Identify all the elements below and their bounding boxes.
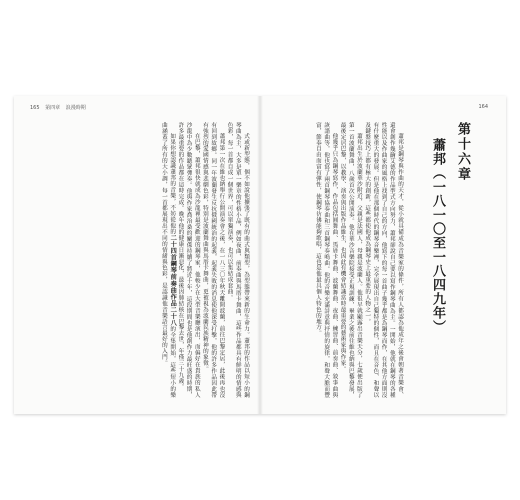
right-page-number: 164 bbox=[478, 104, 488, 110]
book-spread bbox=[14, 96, 506, 414]
highlighted-work-title: 二十四首鋼琴前奏曲作品二十八 bbox=[169, 234, 177, 327]
left-page bbox=[14, 96, 260, 414]
left-running-title-part: 浪漫時期 bbox=[65, 105, 86, 111]
chapter-number: 第十六章 bbox=[455, 122, 470, 182]
left-page-number: 165 bbox=[30, 105, 40, 111]
body-paragraph: 蕭邦出生於波蘭華沙附近，父親是法國人，母親是波蘭人。他很早就顯露出音樂天分，七歲便出版了第一首波蘭舞曲，八歲首次公開演奏。他在華沙音樂院接受正規訓練，畢業之後前往維也納與巴黎發展，最後定居巴黎，以教學、演奏與出版作品維生，也因此有機會結識當時最重要的藝術家與作家。 bbox=[339, 122, 362, 398]
left-running-title-part: 第四章 bbox=[45, 105, 61, 111]
right-body-text bbox=[268, 122, 404, 398]
chapter-heading bbox=[428, 122, 472, 382]
body-paragraph: 他幾乎只為鋼琴寫作，作品包括圓舞曲、馬厝卡舞曲、波蘭舞曲、夜曲、練習曲、前奏曲、敘事曲與詼諧曲等，他也寫了兩首鋼琴協奏曲和三首鋼琴奏鳴曲。他的音樂充滿詩意與抒情的旋律，和聲大膽而豐富，節奏自由而富有彈性，使鋼琴彷彿能夠歌唱，這也是他最具個人特色的地方。 bbox=[314, 122, 338, 398]
body-text-run: 如果你想認識蕭邦的音樂，不妨從他的 bbox=[169, 133, 176, 235]
body-paragraph: 在巴黎，蕭邦很快就成為沙龍裡最受歡迎的鋼琴家，他較少在大型音樂廳演出，而偏好在貴族的私人沙龍中為少數聽眾彈奏。他與作家喬治桑的關係持續了將近十年，這段期間也是他創作力最旺盛的時期，許多最重要的作品都在這時完成。晚年他的健康日漸惡化，最後因肺結核在巴黎去世，年僅三十九歲。 bbox=[177, 122, 200, 398]
left-body-text bbox=[26, 122, 250, 398]
body-paragraph bbox=[160, 122, 176, 398]
body-paragraph: 蕭邦第一次在維也納舉行公開演奏會之後，在一八三〇年秋天離開波蘭，前往巴黎定居，此後再也沒有回到故鄉。同一年波蘭發生反抗俄國統治的起義，起義失敗的消息使他深受打擊，他的許多作品因此帶有強烈的愛國情感與悲劇色彩，特別是波蘭舞曲與馬厝卡舞曲，更被視為波蘭民族精神的象徵。 bbox=[201, 122, 225, 398]
body-text-run: 的全集開始，這些短小的樂曲涵蓋了所有的大小調，每一首都展現出不同的情緒與色彩，是認識他音樂語言最好的入門。 bbox=[160, 122, 176, 398]
right-page bbox=[260, 96, 506, 414]
right-running-header bbox=[478, 104, 492, 110]
chapter-title: 蕭邦（一八一〇至一八四九年） bbox=[430, 138, 445, 334]
left-running-header bbox=[30, 104, 90, 111]
body-paragraph: 蕭邦是鋼琴與作曲的天才，從小就具備成為音樂家的條件，所有人都認為他成年之後會朝著音樂會、還會創作幾齣艾德的作品型式方向努力，蕭邦卻說自己要以寫作鋼琴曲為主。一開始，他就在鋼琴的各種性能以及作曲家的風格上找到了自己的方向，他寫下的每一首曲子幾乎都是為鋼琴而作，在其他方面則沒有什麼重大的發展。但是他在那個時代的鋼琴音樂裡，完全展現出自己獨特的個性，而且在音色、和聲以及鍵盤技巧上都有極大的創新，這些都使他成為鋼琴史上最重要的人物之一。 bbox=[364, 122, 403, 398]
body-paragraph: 式或新型態，個不如說他擴張了既有的曲式與類型，為型態帶來新的生命力。蕭邦的作品以短小的鋼琴曲為主，大多是單一樂章的性格小品，例如夜曲、前奏曲與馬厝卡舞曲，這些作品都具有鮮明的情感與色彩，每一首都自成一個世界，可以單獨演奏，也可以集結成套曲。 bbox=[226, 122, 249, 398]
